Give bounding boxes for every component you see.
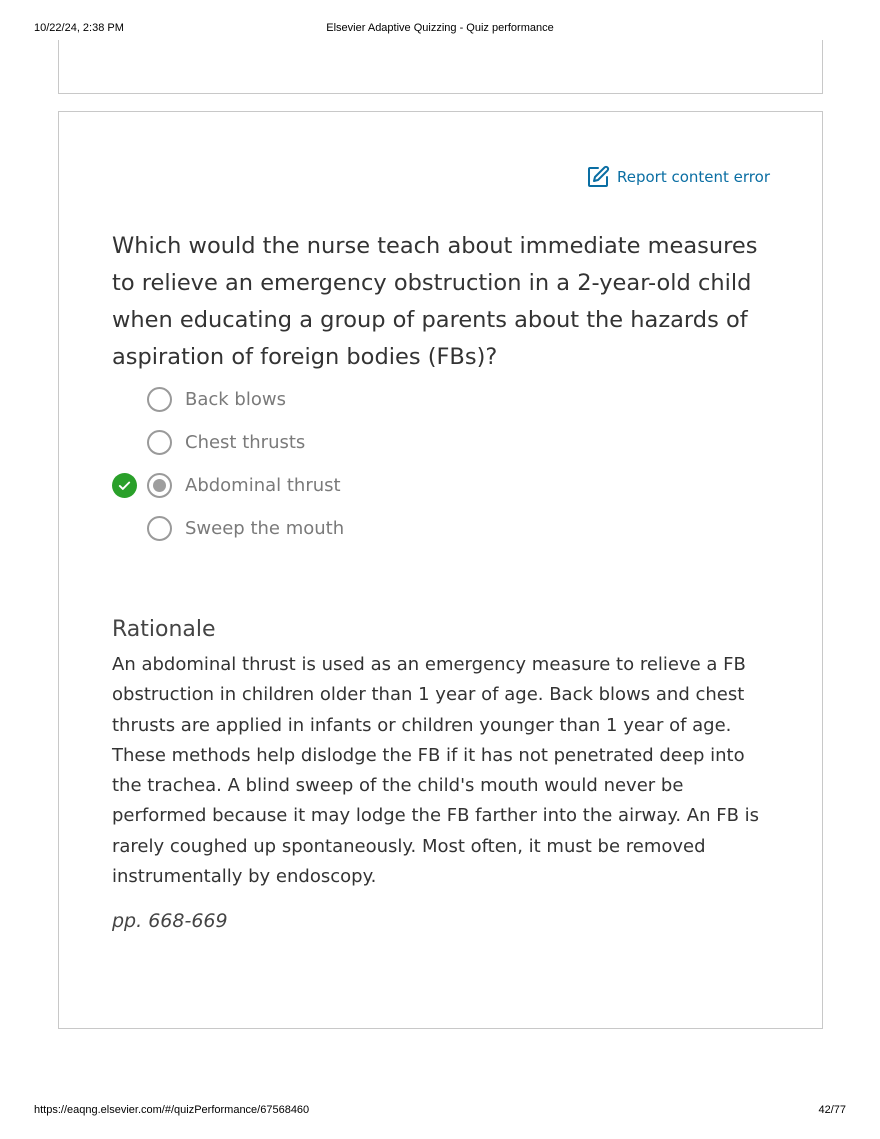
question-text: Which would the nurse teach about immediate measures to relieve an emergency obstruction in a 2-year-old child when educating a group of parents about the hazards of aspiration of foreign bodies (FBs)? xyxy=(112,233,758,370)
print-page-number: 42/77 xyxy=(818,1104,846,1116)
answer-option[interactable] xyxy=(112,421,712,464)
print-datetime: 10/22/24, 2:38 PM xyxy=(34,22,124,34)
radio-button[interactable] xyxy=(147,430,172,455)
correct-check-icon xyxy=(112,473,137,498)
print-page-title: Elsevier Adaptive Quizzing - Quiz performance xyxy=(326,22,554,34)
radio-button[interactable] xyxy=(147,516,172,541)
question-card xyxy=(58,111,823,1029)
answer-option[interactable] xyxy=(112,464,712,507)
answer-option-label: Abdominal thrust xyxy=(185,475,341,496)
answer-options xyxy=(112,378,712,550)
print-header xyxy=(34,22,846,36)
print-footer xyxy=(34,1104,846,1118)
rationale-text: An abdominal thrust is used as an emergency measure to relieve a FB obstruction in children older than 1 year of age. Back blows and chest thrusts are applied in infants or children younger than 1 year of age. These methods help dislodge the FB if it has not penetrated deep into the trachea. A blind sweep of the child's mouth would never be performed because it may lodge the FB farther into the airway. An FB is rarely coughed up spontaneously. Most often, it must be removed instrumentally by endoscopy. xyxy=(112,654,760,888)
radio-button-selected[interactable] xyxy=(147,473,172,498)
answer-option-label: Sweep the mouth xyxy=(185,518,345,539)
report-content-error-link[interactable] xyxy=(586,165,770,189)
answer-option-label: Back blows xyxy=(185,389,286,410)
previous-question-card xyxy=(58,40,823,94)
answer-option[interactable] xyxy=(112,507,712,550)
answer-option-label: Chest thrusts xyxy=(185,432,306,453)
radio-button[interactable] xyxy=(147,387,172,412)
answer-option[interactable] xyxy=(112,378,712,421)
page-reference: pp. 668-669 xyxy=(112,910,228,932)
edit-icon xyxy=(586,165,610,189)
rationale-heading: Rationale xyxy=(112,617,216,642)
print-url: https://eaqng.elsevier.com/#/quizPerformance/67568460 xyxy=(34,1104,310,1116)
report-link-label: Report content error xyxy=(616,168,770,186)
